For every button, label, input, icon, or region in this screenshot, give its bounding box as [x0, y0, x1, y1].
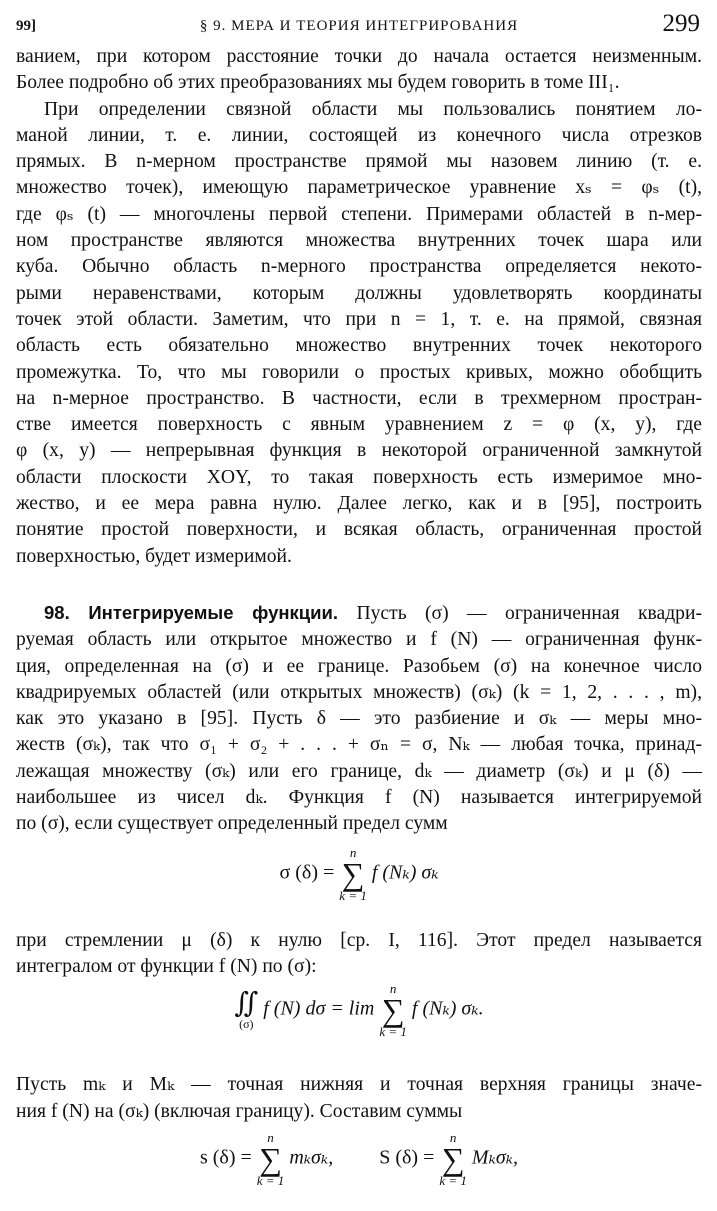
- text-line: промежутка. То, что мы говорили о простых кривых, можно обобщить: [16, 361, 702, 383]
- page-header: [16, 8, 702, 44]
- text-line: ном пространстве являются множества внутренних точек шара или: [16, 230, 702, 252]
- formula-lhs: σ (δ) =: [279, 861, 335, 884]
- lower-sum-rhs: mₖσₖ,: [289, 1146, 334, 1169]
- text-line: на n-мерное пространство. В частности, если в трехмерном простран-: [16, 387, 702, 409]
- section-98: [16, 600, 702, 838]
- text-line: Пусть mₖ и Mₖ — точная нижняя и точная верхняя границы значе-: [16, 1074, 702, 1096]
- text-line: стве имеется поверхность с явным уравнением z = φ (x, y), где: [16, 414, 702, 436]
- text-line: φ (x, y) — непрерывная функция в некоторой ограниченной замкнутой: [16, 440, 702, 462]
- book-page: [16, 8, 702, 1211]
- text-line: Более подробно об этих преобразованиях мы будем говорить в томе III₁.: [16, 72, 620, 94]
- section-heading: 98. Интегрируемые функции.: [44, 601, 339, 623]
- sum-lower-limit: k = 1: [256, 1172, 285, 1188]
- sum-upper-limit: n: [267, 1129, 274, 1145]
- formula-darboux-sums: [16, 1131, 702, 1211]
- paragraph-1: [16, 44, 702, 97]
- sum-operator: [257, 1131, 285, 1187]
- sum-upper-limit: n: [389, 981, 397, 997]
- double-integral: [234, 990, 258, 1030]
- formula-rhs: f (Nₖ) σₖ: [371, 861, 439, 884]
- text-line: ция, определенная на (σ) и ее границе. Разобьем (σ) на конечное число: [16, 655, 702, 677]
- sum-lower-limit: k = 1: [439, 1172, 467, 1188]
- sigma-symbol: ∑: [341, 855, 365, 892]
- text-line: жество, и ее мера равна нулю. Далее легко, как и в [95], построить: [16, 493, 702, 515]
- page-number: 299: [662, 10, 700, 37]
- paragraph-4: [16, 1072, 702, 1125]
- text-line: область есть обязательно множество внутренних точек некоторого: [16, 335, 702, 357]
- text-line: интегралом от функции f (N) по (σ):: [16, 955, 317, 977]
- formula-rhs: f (Nₖ) σₖ.: [411, 997, 484, 1020]
- text-line: При определении связной области мы пользовались понятием ло-: [44, 98, 702, 120]
- paragraph-2: [16, 97, 702, 570]
- text-line: прямых. В n-мерном пространстве прямой мы назовем линию (т. е.: [16, 151, 702, 173]
- paragraph-3: [16, 928, 702, 981]
- integral-domain: (σ): [239, 1017, 254, 1032]
- text-line: области плоскости XOY, то такая поверхность есть измеримое мно-: [16, 466, 702, 488]
- text-line: ванием, при котором расстояние точки до начала остается неизменным.: [16, 46, 702, 67]
- sum-lower-limit: k = 1: [339, 887, 367, 903]
- sum-upper-limit: n: [449, 1129, 457, 1145]
- sigma-symbol: ∑: [259, 1140, 282, 1177]
- sum-operator: [379, 982, 407, 1038]
- text-line: как это указано в [95]. Пусть δ — это разбиение и σₖ — меры мно-: [16, 708, 702, 730]
- text-line: по (σ), если существует определенный предел сумм: [16, 813, 448, 835]
- formula-riemann-sum: [16, 846, 702, 922]
- text-line: жеств (σₖ), так что σ₁ + σ₂ + . . . + σₙ = σ, Nₖ — любая точка, принад-: [16, 734, 702, 756]
- text-line: куба. Обычно область n-мерного пространства определяется некото-: [16, 256, 702, 278]
- lower-sum-lhs: s (δ) =: [199, 1146, 252, 1169]
- section-marker: 99]: [16, 18, 36, 34]
- formula-integral-definition: [16, 982, 702, 1066]
- text-line: точек этой области. Заметим, что при n = 1, т. е. на прямой, связная: [16, 308, 702, 330]
- upper-sum-lhs: S (δ) =: [379, 1146, 435, 1169]
- text-line: маной линии, т. е. линии, состоящей из конечного числа отрезков: [16, 124, 702, 146]
- text-line: множество точек), имеющую параметрическое уравнение xₛ = φₛ (t),: [16, 177, 702, 199]
- sum-upper-limit: n: [349, 844, 357, 860]
- text-line: поверхностью, будет измеримой.: [16, 545, 292, 567]
- text-line: понятие простой поверхности, и всякая область, ограниченная простой: [16, 519, 702, 541]
- text-line: руемая область или открытое множество и f (N) — ограниченная функ-: [16, 629, 702, 651]
- upper-sum-rhs: Mₖσₖ,: [471, 1146, 519, 1169]
- text-line: [16, 600, 702, 627]
- text-line: где φₛ (t) — многочлены первой степени. Примерами областей в n-мер-: [16, 203, 702, 225]
- sigma-symbol: ∑: [381, 992, 405, 1029]
- text-line: наибольшее из чисел dₖ. Функция f (N) называется интегрируемой: [16, 787, 702, 809]
- running-title: § 9. МЕРА И ТЕОРИЯ ИНТЕГРИРОВАНИЯ: [199, 18, 519, 34]
- sigma-symbol: ∑: [441, 1140, 465, 1177]
- text-line: ния f (N) на (σₖ) (включая границу). Составим суммы: [16, 1100, 463, 1122]
- text-line: при стремлении μ (δ) к нулю [ср. I, 116]. Этот предел называется: [16, 929, 702, 951]
- sum-operator: [339, 846, 367, 902]
- section-first-line: Пусть (σ) — ограниченная квадри-: [356, 602, 702, 624]
- sum-operator: [439, 1131, 467, 1187]
- text-line: квадрируемых областей (или открытых множеств) (σₖ) (k = 1, 2, . . . , m),: [16, 681, 702, 703]
- integral-sign: ∬: [234, 988, 259, 1020]
- integrand: f (N) dσ = lim: [263, 997, 375, 1020]
- text-line: рыми неравенствами, которым должны удовлетворять координаты: [16, 282, 702, 304]
- sum-lower-limit: k = 1: [379, 1024, 407, 1040]
- text-line: лежащая множеству (σₖ) или его границе, dₖ — диаметр (σₖ) и μ (δ) —: [16, 760, 702, 782]
